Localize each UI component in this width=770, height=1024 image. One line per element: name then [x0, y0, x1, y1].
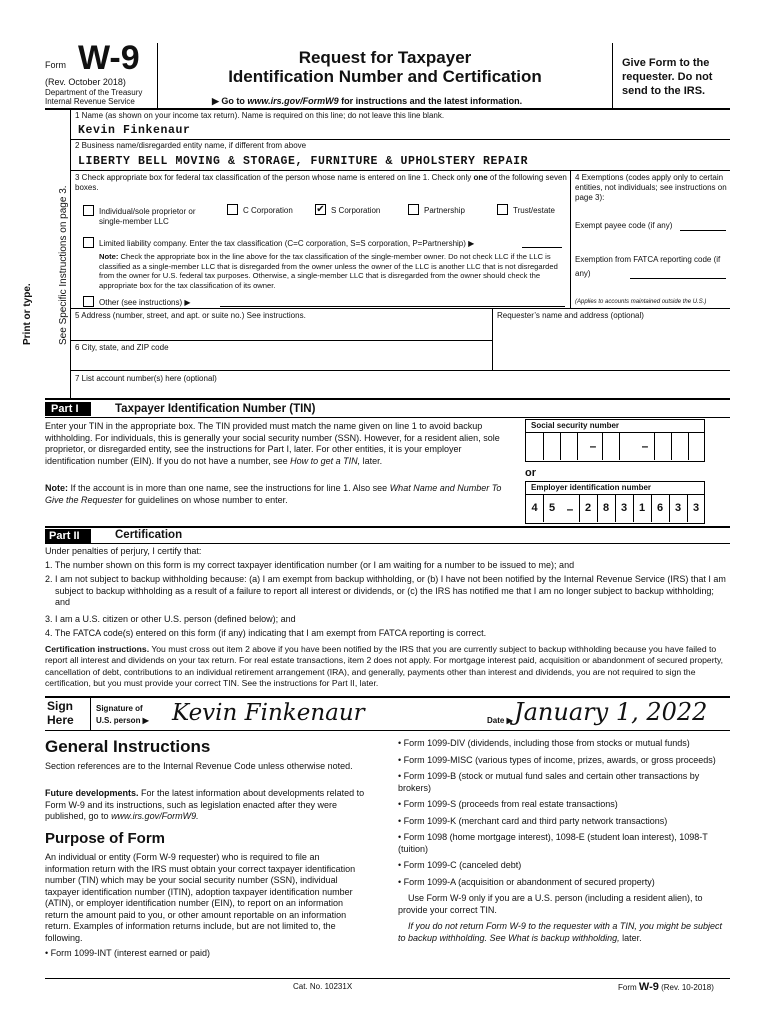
footer-form: Form W-9 (Rev. 10-2018)	[618, 981, 714, 993]
side-print-label: Print or type.	[22, 283, 33, 345]
general-instructions-heading: General Instructions	[45, 737, 211, 756]
requester-label: Requester’s name and address (optional)	[497, 311, 644, 320]
section-references: Section references are to the Internal Revenue Code unless otherwise noted.	[45, 761, 353, 771]
cert-instructions: Certification instructions. You must cross out item 2 above if you have been notified by the IRS that you are currently subject to backup withholding because you have failed to report all interest and dividends on your tax return. For real estate transactions, item 2 does not apply. For mortgage interest paid, acquisition or abandonment of secured property, cancellation of debt, contributions to an individual retirement arrangement (IRA), and generally, payments other than interest and dividends, you are not required to sign the certification, but you must provide your correct TIN. See the instructions for Part II, later.	[45, 644, 723, 688]
partnership-checkbox[interactable]	[408, 204, 419, 215]
list-item: • Form 1099-MISC (various types of income, prizes, awards, or gross proceeds)	[398, 754, 716, 765]
form-label: Form	[45, 60, 66, 70]
individual-checkbox[interactable]	[83, 205, 94, 216]
other-checkbox[interactable]	[83, 296, 94, 307]
c-corp-checkbox[interactable]	[227, 204, 238, 215]
revision: (Rev. October 2018)	[45, 77, 126, 87]
line1-label: 1 Name (as shown on your income tax return). Name is required on this line; do not leave this line blank.	[75, 111, 445, 120]
line6-label: 6 City, state, and ZIP code	[75, 343, 169, 352]
date-label: Date ▶	[487, 716, 513, 725]
purpose-heading: Purpose of Form	[45, 830, 166, 847]
list-item: • Form 1099-C (canceled debt)	[398, 860, 522, 870]
cert-item-1: 1. The number shown on this form is my correct taxpayer identification number (or I am waiting for a number to be issued to me); and	[45, 560, 575, 570]
part1-instructions: Enter your TIN in the appropriate box. The TIN provided must match the name given on line 1 to avoid backup withholding. For individuals, this is generally your social security number (SSN). However, for a resident alien, sole proprietor, or disregarded entity, see the instructions for Part I, later. For other entities, it is your employer identification number (EIN). If you do not have a number, see How to get a TIN, later.	[45, 421, 500, 466]
ssn-dash-2: –	[641, 439, 649, 453]
title-line-2: Identification Number and Certification	[228, 67, 542, 86]
catalog-number: Cat. No. 10231X	[293, 982, 353, 991]
other-label: Other (see instructions) ▶	[99, 298, 191, 307]
part1-tag: Part I	[45, 402, 91, 416]
s-corp-label: S Corporation	[331, 206, 381, 215]
llc-note: Note: Check the appropriate box in the line above for the tax classification of the single-member owner. Do not check LLC if the LLC is classified as a single-member LLC that is disregarded from the owner unless the owner of the LLC is another LLC that is not disregarded from the owner for U.S. federal tax purposes. Otherwise, a single-member LLC that is disregarded from the owner should check the appropriate box for the tax classification of its owner.	[99, 252, 558, 290]
ein-label: Employer identification number	[525, 481, 705, 495]
s-corp-checkbox[interactable]: ✔	[316, 204, 325, 215]
here-label: Here	[47, 713, 74, 727]
individual-label: Individual/sole proprietor or single-member LLC	[99, 207, 196, 226]
cert-item-3: 3. I am a U.S. citizen or other U.S. person (defined below); and	[45, 614, 296, 624]
line2-business-field[interactable]: LIBERTY BELL MOVING & STORAGE, FURNITURE & UPHOLSTERY REPAIR	[78, 155, 529, 168]
title-line-1: Request for Taxpayer	[298, 48, 472, 67]
list-item: • Form 1099-DIV (dividends, including those from stocks or mutual funds)	[398, 738, 690, 748]
service: Internal Revenue Service	[45, 97, 135, 106]
line1-name-field[interactable]: Kevin Finkenaur	[78, 124, 191, 137]
ein-digit: 1	[633, 494, 650, 522]
part1-note: Note: If the account is in more than one name, see the instructions for line 1. Also see What Name and Number To Give the Requester for guidelines on whose number to enter.	[45, 483, 502, 505]
sign-label: Sign	[47, 699, 73, 713]
c-corp-label: C Corporation	[243, 206, 293, 215]
ein-digit: 3	[669, 494, 686, 522]
use-form-text: Use Form W-9 only if you are a U.S. person (including a resident alien), to provide your correct TIN.	[398, 893, 703, 915]
line2-label: 2 Business name/disregarded entity name, if different from above	[75, 141, 307, 150]
forms-list	[398, 738, 728, 944]
exempt-payee-label: Exempt payee code (if any)	[575, 221, 673, 230]
ein-digit: 3	[615, 494, 632, 522]
ein-digit: 8	[597, 494, 614, 522]
department: Department of the Treasury	[45, 88, 143, 97]
list-item: • Form 1099-A (acquisition or abandonment of secured property)	[398, 876, 655, 887]
ein-digit: 4	[531, 502, 538, 514]
fatca-label: Exemption from FATCA reporting code (if any)	[575, 255, 721, 278]
give-form-note: Give Form to the requester. Do not send to the IRS.	[622, 57, 713, 97]
line4-label: 4 Exemptions (codes apply only to certain entities, not individuals; see instructions on page 3):	[575, 173, 727, 202]
partnership-label: Partnership	[424, 206, 465, 215]
signature-label-1: Signature of	[96, 704, 143, 713]
line7-label: 7 List account number(s) here (optional)	[75, 374, 217, 383]
part2-tag: Part II	[45, 529, 91, 543]
line3-label: 3 Check appropriate box for federal tax classification of the person whose name is entered on line 1. Check only one of the following seven boxes.	[75, 173, 567, 192]
form-1099-int-bullet: • Form 1099-INT (interest earned or paid)	[45, 948, 211, 958]
signature-label-2: U.S. person ▶	[96, 716, 149, 725]
list-item: • Form 1099-K (merchant card and third party network transactions)	[398, 815, 668, 826]
part2-title: Certification	[115, 529, 183, 541]
goto-instructions: ▶ Go to www.irs.gov/FormW9 for instructions and the latest information.	[212, 96, 523, 106]
llc-checkbox[interactable]	[83, 237, 94, 248]
ssn-field[interactable]	[525, 432, 705, 462]
cert-intro: Under penalties of perjury, I certify that:	[45, 546, 202, 556]
list-item: • Form 1099-S (proceeds from real estate transactions)	[398, 799, 618, 809]
date-field[interactable]: January 1, 2022	[514, 698, 708, 726]
ein-digit: 2	[579, 494, 596, 522]
line5-label: 5 Address (number, street, and apt. or suite no.) See instructions.	[75, 311, 306, 320]
signature-field[interactable]: Kevin Finkenaur	[172, 700, 365, 726]
trust-checkbox[interactable]	[497, 204, 508, 215]
ssn-dash-1: –	[589, 439, 597, 453]
form-number: W-9	[78, 39, 140, 77]
backup-withholding-note: If you do not return Form W-9 to the requester with a TIN, you might be subject to backup withholding. See What is backup withholding, later.	[398, 921, 722, 943]
cert-item-4: 4. The FATCA code(s) entered on this form (if any) indicating that I am exempt from FATCA reporting is correct.	[45, 628, 487, 638]
purpose-text: An individual or entity (Form W-9 requester) who is required to file an information return with the IRS must obtain your correct taxpayer identification number (TIN) which may be your social security number (SSN), individual taxpayer identification number (ITIN), adoption taxpayer identification number (ATIN), or employer identification number (EIN), to report on an information return the amount paid to you, or other amount reportable on an information return. Examples of information returns include, but are not limited to, the following.	[45, 852, 356, 943]
ein-digit: 5	[543, 494, 560, 522]
ein-field[interactable]	[525, 494, 705, 524]
trust-label: Trust/estate	[513, 206, 555, 215]
or-label: or	[525, 467, 536, 479]
list-item: • Form 1099-B (stock or mutual fund sales and certain other transactions by brokers)	[398, 771, 700, 793]
ssn-label: Social security number	[525, 419, 705, 433]
ein-digit: 3	[687, 494, 704, 522]
cert-item-2: 2. I am not subject to backup withholding because: (a) I am exempt from backup withholding, or (b) I have not been notified by the Internal Revenue Service (IRS) that I am subject to backup withholding as a result of a failure to report all interest or dividends, or (c) the IRS has notified me that I am no longer subject to backup withholding; and	[45, 574, 726, 607]
fatca-applies: (Applies to accounts maintained outside the U.S.)	[575, 299, 707, 305]
llc-label: Limited liability company. Enter the tax classification (C=C corporation, S=S corporation, P=Partnership) ▶	[99, 239, 475, 248]
list-item: • Form 1098 (home mortgage interest), 1098-E (student loan interest), 1098-T (tuition)	[398, 832, 708, 854]
future-developments: Future developments. For the latest information about developments related to Form W-9 and its instructions, such as legislation enacted after they were published, go to www.irs.gov/FormW9.	[45, 788, 365, 821]
side-instructions-label: See Specific Instructions on page 3.	[58, 185, 69, 345]
part1-title: Taxpayer Identification Number (TIN)	[115, 403, 316, 415]
ein-dash: –	[566, 502, 574, 516]
ein-digit: 6	[651, 494, 668, 522]
